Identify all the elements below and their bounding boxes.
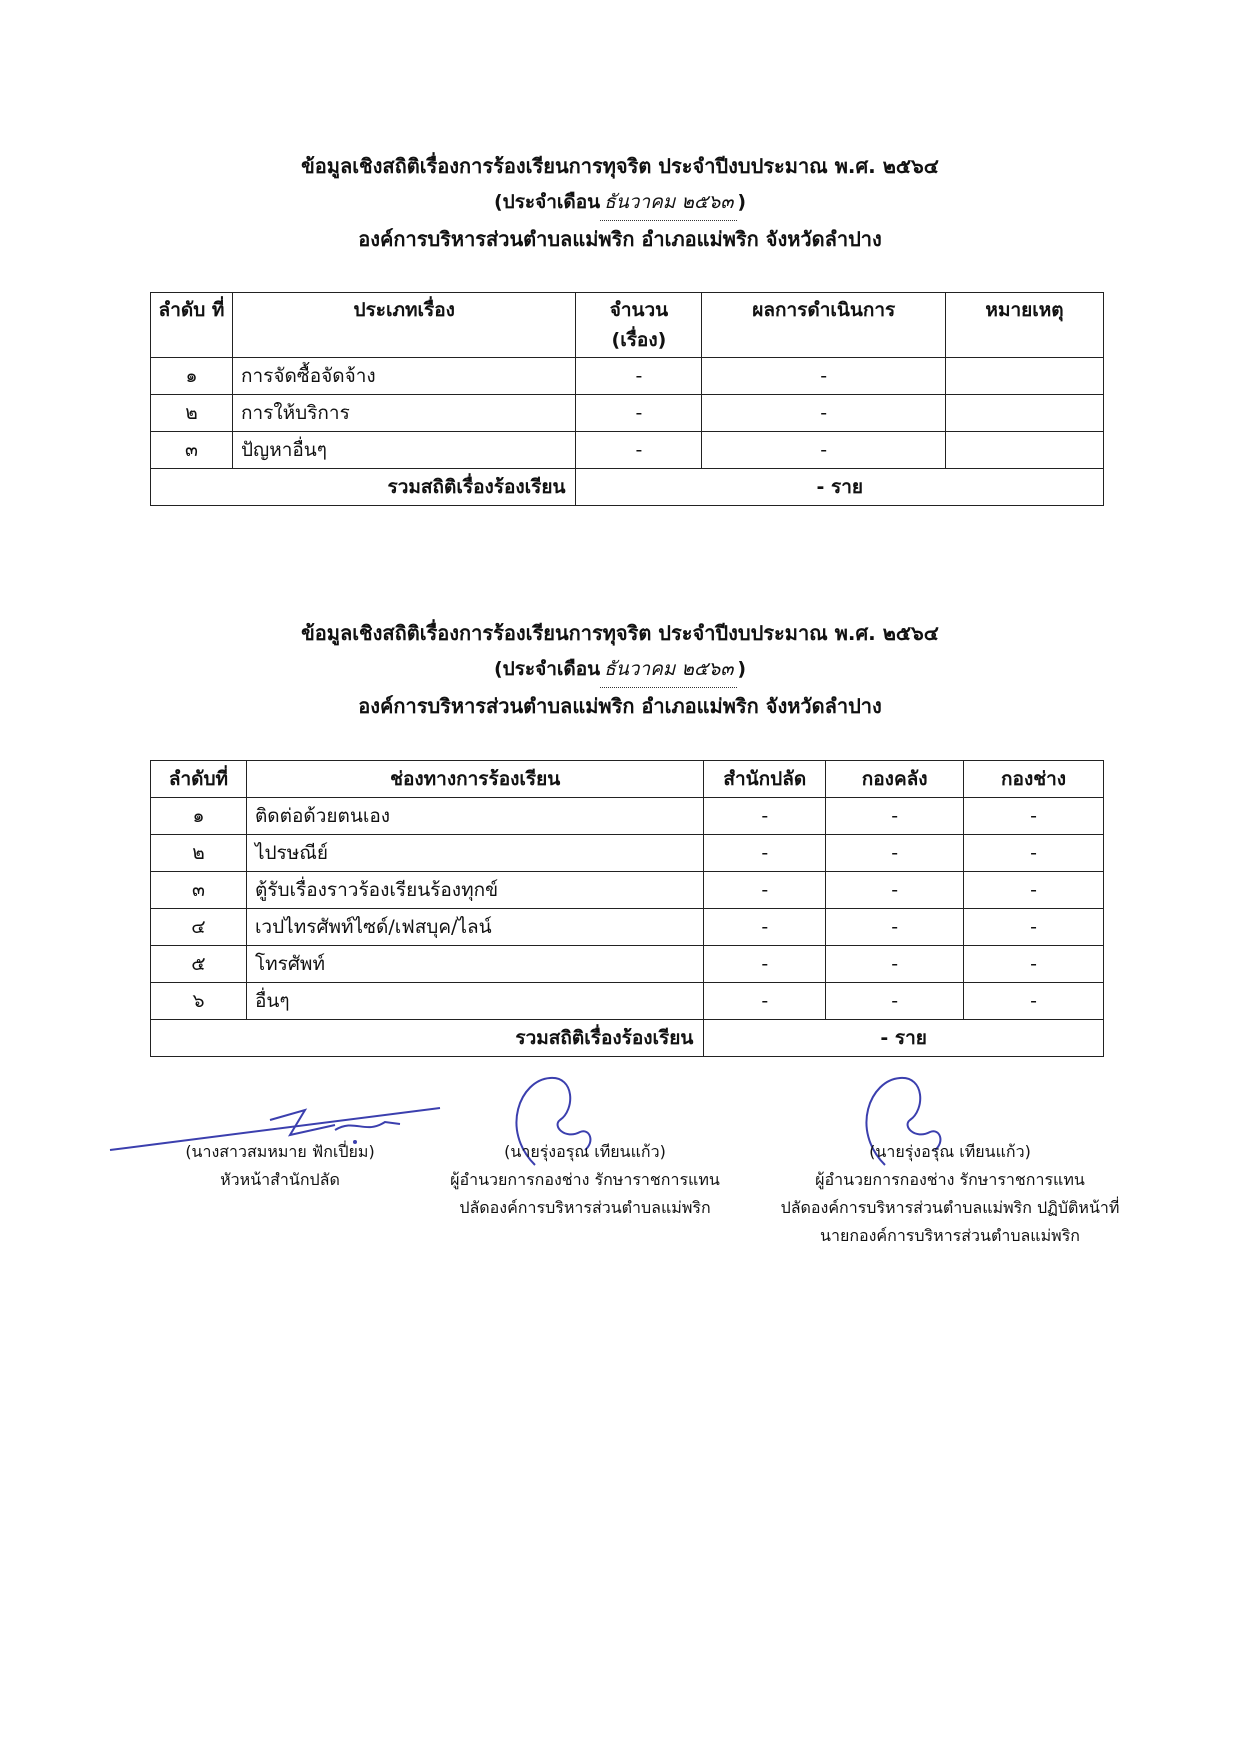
table-row [151,872,1104,909]
header-count: จำนวน (เรื่อง) [576,293,702,358]
section1-period: (ประจำเดือน ธันวาคม ๒๕๖๓ ) [0,184,1240,221]
header-result: ผลการดำเนินการ [702,293,946,358]
table-row [151,835,1104,872]
section1-month: ธันวาคม ๒๕๖๓ [600,184,737,221]
complaint-channel-table [150,760,1104,1057]
row-engineering-division: - [964,798,1104,835]
row-finance-division: - [826,835,964,872]
total-row [151,1020,1104,1057]
row-office-of-clerk: - [704,946,826,983]
header-engineering-division: กองช่าง [964,761,1104,798]
row-note [946,358,1104,395]
header-no: ลำดับ ที่ [151,293,233,358]
signature-block-2 [430,1138,740,1222]
row-office-of-clerk: - [704,835,826,872]
row-finance-division: - [826,909,964,946]
table-row [151,946,1104,983]
table-row [151,432,1104,469]
row-result: - [702,395,946,432]
table-row [151,983,1104,1020]
row-note [946,432,1104,469]
row-engineering-division: - [964,835,1104,872]
row-channel: อื่นๆ [246,983,703,1020]
section2-period: (ประจำเดือน ธันวาคม ๒๕๖๓ ) [0,651,1240,688]
row-no: ๔ [151,909,247,946]
signer-position: ผู้อำนวยการกองช่าง รักษาราชการแทน [815,1170,1085,1189]
row-no: ๑ [151,798,247,835]
row-count: - [576,395,702,432]
row-no: ๓ [151,432,233,469]
signer-name: (นายรุ่งอรุณ เทียนแก้ว) [504,1142,666,1161]
row-type: ปัญหาอื่นๆ [232,432,576,469]
signer-position: ผู้อำนวยการกองช่าง รักษาราชการแทน [450,1170,720,1189]
row-engineering-division: - [964,946,1104,983]
table-row [151,798,1104,835]
row-no: ๓ [151,872,247,909]
total-label: รวมสถิติเรื่องร้องเรียน [151,469,576,506]
signer-position: นายกองค์การบริหารส่วนตำบลแม่พริก [820,1226,1080,1245]
row-channel: โทรศัพท์ [246,946,703,983]
total-row [151,469,1104,506]
header-no: ลำดับที่ [151,761,247,798]
signature-block-1 [140,1138,420,1194]
row-type: การจัดซื้อจัดจ้าง [232,358,576,395]
table-row [151,909,1104,946]
total-label: รวมสถิติเรื่องร้องเรียน [151,1020,704,1057]
row-no: ๖ [151,983,247,1020]
section2-title: ข้อมูลเชิงสถิติเรื่องการร้องเรียนการทุจริต ประจำปีงบประมาณ พ.ศ. ๒๕๖๔ [301,621,939,645]
row-count: - [576,358,702,395]
row-engineering-division: - [964,983,1104,1020]
row-channel: ไปรษณีย์ [246,835,703,872]
section2-header [0,615,1240,724]
row-office-of-clerk: - [704,909,826,946]
row-count: - [576,432,702,469]
table-row [151,358,1104,395]
complaint-type-table [150,292,1104,506]
table-header-row [151,761,1104,798]
row-type: การให้บริการ [232,395,576,432]
header-type: ประเภทเรื่อง [232,293,576,358]
row-result: - [702,432,946,469]
signer-name: (นายรุ่งอรุณ เทียนแก้ว) [869,1142,1031,1161]
total-value: - ราย [576,469,1104,506]
row-result: - [702,358,946,395]
table-header-row [151,293,1104,358]
row-no: ๕ [151,946,247,983]
header-channel: ช่องทางการร้องเรียน [246,761,703,798]
row-engineering-division: - [964,872,1104,909]
signer-position: หัวหน้าสำนักปลัด [220,1170,340,1189]
section2-organization: องค์การบริหารส่วนตำบลแม่พริก อำเภอแม่พริก จังหวัดลำปาง [358,694,882,718]
signer-name: (นางสาวสมหมาย ฟักเปี่ยม) [185,1142,375,1161]
row-office-of-clerk: - [704,798,826,835]
signature-block-3 [755,1138,1145,1250]
row-no: ๒ [151,395,233,432]
row-finance-division: - [826,983,964,1020]
section1-header [0,148,1240,257]
signer-position: ปลัดองค์การบริหารส่วนตำบลแม่พริก ปฏิบัติหน้าที่ [780,1198,1120,1217]
row-no: ๑ [151,358,233,395]
row-office-of-clerk: - [704,983,826,1020]
section1-organization: องค์การบริหารส่วนตำบลแม่พริก อำเภอแม่พริก จังหวัดลำปาง [358,227,882,251]
section2-month: ธันวาคม ๒๕๖๓ [600,651,737,688]
row-channel: ตู้รับเรื่องราวร้องเรียนร้องทุกข์ [246,872,703,909]
signer-position: ปลัดองค์การบริหารส่วนตำบลแม่พริก [459,1198,711,1217]
header-finance-division: กองคลัง [826,761,964,798]
row-no: ๒ [151,835,247,872]
header-office-of-clerk: สำนักปลัด [704,761,826,798]
table-row [151,395,1104,432]
row-finance-division: - [826,872,964,909]
row-engineering-division: - [964,909,1104,946]
row-channel: ติดต่อด้วยตนเอง [246,798,703,835]
total-value: - ราย [704,1020,1104,1057]
row-channel: เวปไทรศัพท์ไซด์/เฟสบุค/ไลน์ [246,909,703,946]
section1-title: ข้อมูลเชิงสถิติเรื่องการร้องเรียนการทุจริต ประจำปีงบประมาณ พ.ศ. ๒๕๖๔ [301,154,939,178]
row-office-of-clerk: - [704,872,826,909]
header-note: หมายเหตุ [946,293,1104,358]
row-finance-division: - [826,798,964,835]
row-finance-division: - [826,946,964,983]
row-note [946,395,1104,432]
